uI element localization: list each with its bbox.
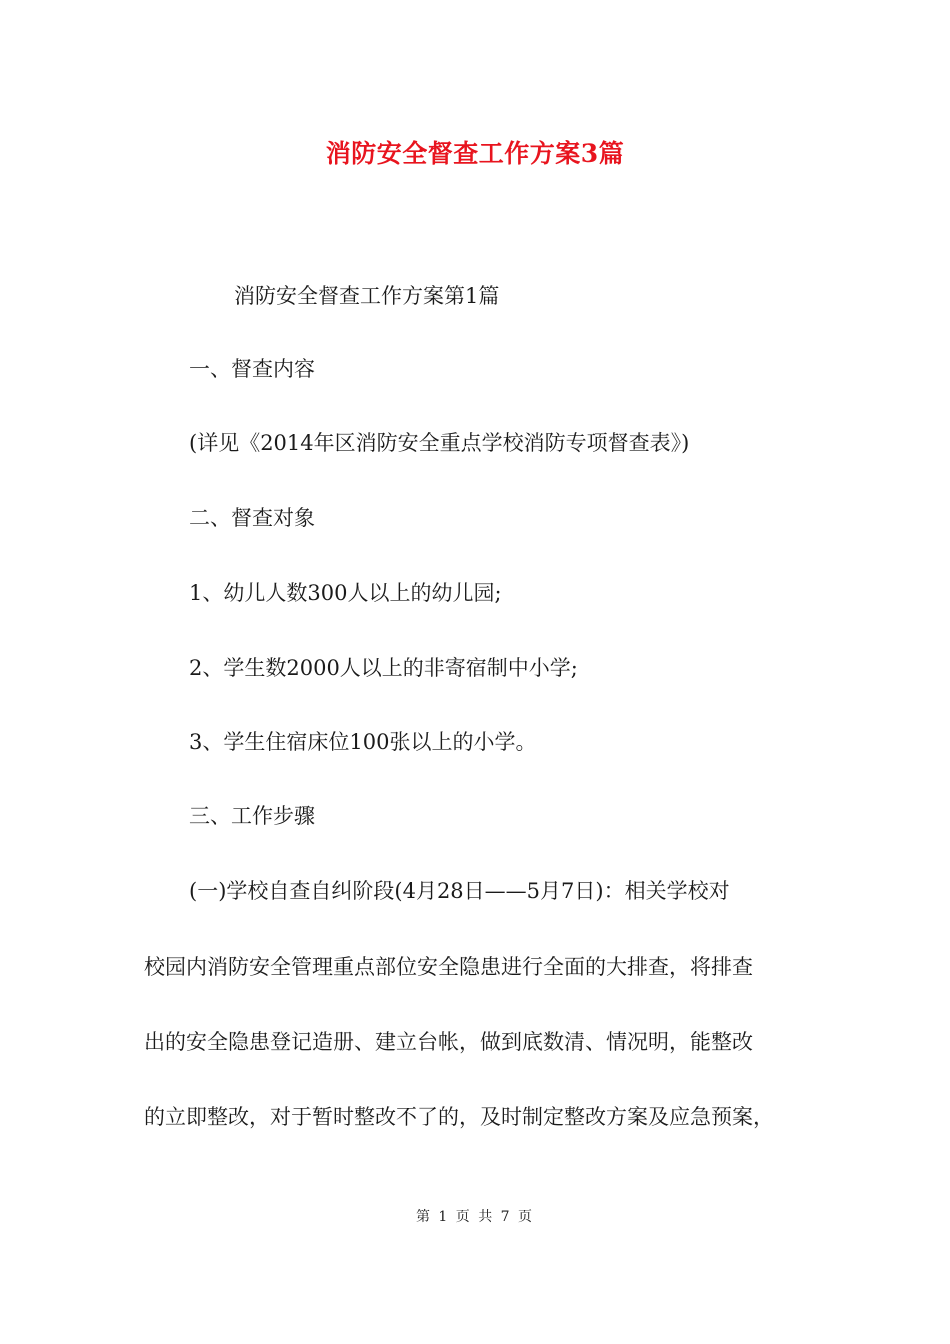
- work-steps-para-line-1: (一)学校自查自纠阶段(4月28日——5月7日)：相关学校对: [189, 879, 730, 903]
- work-steps-para-line-4: 的立即整改，对于暂时整改不了的，及时制定整改方案及应急预案，: [144, 1105, 774, 1129]
- section-subtitle: 消防安全督查工作方案第1篇: [234, 284, 500, 308]
- heading-work-steps: 三、工作步骤: [189, 804, 315, 828]
- work-steps-para-line-3: 出的安全隐患登记造册、建立台帐，做到底数清、情况明，能整改: [144, 1030, 753, 1054]
- target-item-3: 3、学生住宿床位100张以上的小学。: [189, 730, 537, 754]
- target-item-1: 1、幼儿人数300人以上的幼儿园;: [189, 581, 502, 605]
- target-item-2: 2、学生数2000人以上的非寄宿制中小学;: [189, 656, 578, 680]
- work-steps-para-line-2: 校园内消防安全管理重点部位安全隐患进行全面的大排查，将排查: [144, 955, 753, 979]
- document-title: 消防安全督查工作方案3篇: [325, 139, 625, 168]
- heading-supervision-targets: 二、督查对象: [189, 506, 315, 530]
- supervision-content-text: (详见《2014年区消防安全重点学校消防专项督查表》): [189, 431, 690, 455]
- page-footer: 第 1 页 共 7 页: [415, 1209, 535, 1225]
- heading-supervision-content: 一、督查内容: [189, 357, 315, 381]
